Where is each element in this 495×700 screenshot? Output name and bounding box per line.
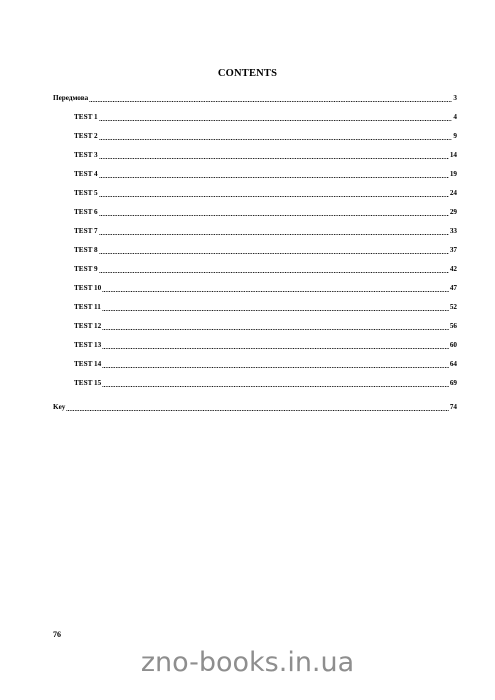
toc-entry-page: 9 [453, 132, 457, 140]
toc-entry-page: 74 [449, 403, 457, 411]
toc-dot-leader [99, 253, 449, 254]
toc-entry-label: TEST 10 [74, 284, 102, 292]
site-watermark: zno-books.in.ua [140, 647, 355, 678]
toc-dot-leader [102, 348, 449, 349]
toc-entry-label: TEST 8 [74, 246, 98, 254]
toc-entry-page: 3 [453, 94, 457, 102]
toc-entry-test-7 [74, 227, 457, 236]
toc-entry-page: 52 [449, 303, 457, 311]
toc-entry-test-2 [74, 132, 457, 141]
toc-entry-key [53, 403, 457, 412]
toc-entry-label: TEST 3 [74, 151, 98, 159]
toc-entry-test-6 [74, 208, 457, 217]
toc-entry-label: TEST 12 [74, 322, 102, 330]
toc-entry-page: 42 [449, 265, 457, 273]
toc-entry-label: TEST 14 [74, 360, 102, 368]
toc-entry-test-10 [74, 284, 457, 293]
toc-entry-page: 33 [449, 227, 457, 235]
toc-dot-leader [102, 310, 449, 311]
toc-dot-leader [99, 139, 453, 140]
toc-entry-test-12 [74, 322, 457, 331]
toc-entry-test-13 [74, 341, 457, 350]
toc-entry-page: 60 [449, 341, 457, 349]
toc-entry-page: 69 [449, 379, 457, 387]
page-number: 76 [53, 630, 61, 639]
toc-entry-label: TEST 6 [74, 208, 98, 216]
toc-entry-label: TEST 5 [74, 189, 98, 197]
toc-entry-test-8 [74, 246, 457, 255]
toc-dot-leader [89, 101, 452, 102]
toc-entry-label: TEST 13 [74, 341, 102, 349]
toc-entry-page: 29 [449, 208, 457, 216]
toc-entry-page: 24 [449, 189, 457, 197]
toc-entry-label: TEST 4 [74, 170, 98, 178]
toc-entry-page: 19 [449, 170, 457, 178]
toc-dot-leader [102, 367, 449, 368]
toc-entry-test-9 [74, 265, 457, 274]
toc-entry-label: Key [53, 403, 66, 411]
toc-dot-leader [102, 329, 449, 330]
toc-dot-leader [102, 386, 449, 387]
toc-entry-page: 4 [453, 113, 457, 121]
toc-entry-test-11 [74, 303, 457, 312]
toc-entry-label: TEST 11 [74, 303, 101, 311]
toc-dot-leader [99, 215, 449, 216]
toc-entry-label: TEST 9 [74, 265, 98, 273]
toc-dot-leader [99, 158, 449, 159]
toc-entry-label: Передмова [53, 94, 89, 102]
toc-entry-test-14 [74, 360, 457, 369]
toc-dot-leader [99, 120, 453, 121]
toc-dot-leader [102, 291, 449, 292]
toc-entry-foreword [53, 94, 457, 103]
toc-entry-label: TEST 15 [74, 379, 102, 387]
toc-entry-test-15 [74, 379, 457, 388]
toc-entry-test-4 [74, 170, 457, 179]
toc-entry-test-1 [74, 113, 457, 122]
toc-entry-test-3 [74, 151, 457, 160]
toc-entry-page: 56 [449, 322, 457, 330]
toc-dot-leader [66, 410, 448, 411]
toc-entry-page: 14 [449, 151, 457, 159]
toc-entry-page: 47 [449, 284, 457, 292]
toc-dot-leader [99, 196, 449, 197]
toc-dot-leader [99, 234, 449, 235]
toc-entry-label: TEST 1 [74, 113, 98, 121]
toc-entry-label: TEST 7 [74, 227, 98, 235]
toc-dot-leader [99, 177, 449, 178]
toc-entry-page: 64 [449, 360, 457, 368]
page-title: CONTENTS [217, 68, 278, 79]
toc-entry-label: TEST 2 [74, 132, 98, 140]
toc-dot-leader [99, 272, 449, 273]
toc-entry-page: 37 [449, 246, 457, 254]
toc-entry-test-5 [74, 189, 457, 198]
